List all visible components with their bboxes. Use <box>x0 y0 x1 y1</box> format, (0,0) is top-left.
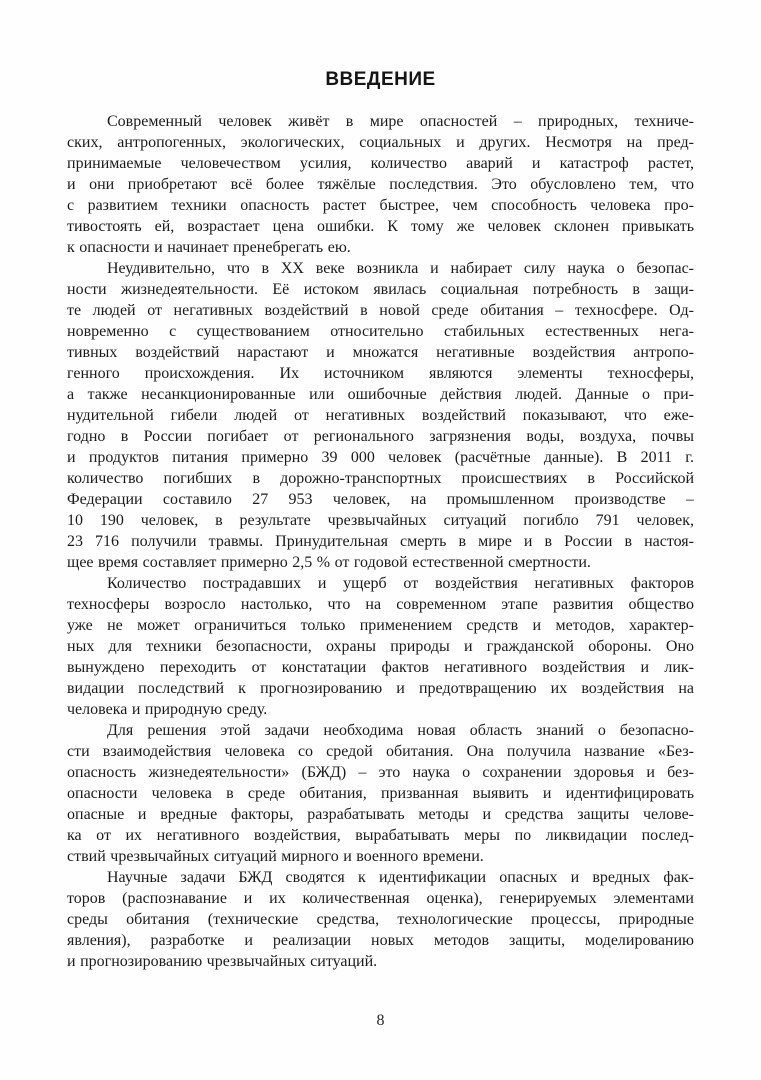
text-line: ских, антропогенных, экологических, социальных и других. Несмотря на пред- <box>67 134 694 151</box>
text-line: Федерации составило 27 953 человек, на промышленном производстве – <box>67 491 694 508</box>
text-line: Научные задачи БЖД сводятся к идентификации опасных и вредных фак- <box>107 869 694 886</box>
text-line: 10 190 человек, в результате чрезвычайных ситуаций погибло 791 человек, <box>67 512 694 529</box>
text-line: новременно с существованием относительно стабильных естественных нега- <box>67 323 694 340</box>
text-line: техносферы возросло настолько, что на современном этапе развития общество <box>67 596 694 613</box>
text-line: щее время составляет примерно 2,5 % от годовой естественной смертности. <box>67 554 591 571</box>
text-line: ности жизнедеятельности. Её истоком явилась социальная потребность в защи- <box>67 281 694 298</box>
text-line: уже не может ограничиться только применением средств и методов, характер- <box>67 617 694 634</box>
text-line: Неудивительно, что в XX веке возникла и набирает силу наука о безопас- <box>107 260 694 277</box>
text-line: человека и природную среду. <box>67 701 268 718</box>
page-number: 8 <box>376 1012 385 1029</box>
text-line: сти взаимодействия человека со средой обитания. Она получила название «Без- <box>67 743 694 760</box>
text-line: генного происхождения. Их источником являются элементы техносферы, <box>67 365 694 382</box>
text-line: ных для техники безопасности, охраны природы и гражданской обороны. Оно <box>67 638 694 655</box>
text-line: а также несанкционированные или ошибочные действия людей. Данные о при- <box>67 386 694 403</box>
page-title: ВВЕДЕНИЕ <box>325 69 436 90</box>
text-line: к опасности и начинает пренебрегать ею. <box>67 239 351 256</box>
text-line: опасные и вредные факторы, разрабатывать методы и средства защиты челове- <box>67 806 694 823</box>
paragraph <box>67 720 694 867</box>
text-line: нудительной гибели людей от негативных воздействий показывают, что еже- <box>67 407 694 424</box>
text-line: среды обитания (технические средства, технологические процессы, природные <box>67 911 694 928</box>
text-line: Для решения этой задачи необходима новая область знаний о безопасно- <box>107 722 694 739</box>
text-line: ствий чрезвычайных ситуаций мирного и военного времени. <box>67 848 484 865</box>
text-line: ка от их негативного воздействия, вырабатывать меры по ликвидации послед- <box>67 827 694 844</box>
paragraph <box>67 867 694 972</box>
text-line: те людей от негативных воздействий в новой среде обитания – техносфере. Од- <box>67 302 694 319</box>
text-line: 23 716 получили травмы. Принудительная смерть в мире и в России в настоя- <box>67 533 694 550</box>
text-line: торов (распознавание и их количественная оценка), генерируемых элементами <box>67 890 694 907</box>
text-line: явления), разработке и реализации новых методов защиты, моделированию <box>67 932 694 949</box>
text-line: вынуждено переходить от констатации фактов негативного воздействия и лик- <box>67 659 694 676</box>
text-line: и они приобретают всё более тяжёлые последствия. Это обусловлено тем, что <box>67 176 694 193</box>
text-line: тивостоять ей, возрастает цена ошибки. К тому же человек склонен привыкать <box>67 218 694 235</box>
text-line: и продуктов питания примерно 39 000 человек (расчётные данные). В 2011 г. <box>67 449 694 466</box>
text-line: годно в России погибает от регионального загрязнения воды, воздуха, почвы <box>67 428 694 445</box>
text-line: опасность жизнедеятельности» (БЖД) – это наука о сохранении здоровья и без- <box>67 764 694 781</box>
text-line: опасности человека в среде обитания, призванная выявить и идентифицировать <box>67 785 694 802</box>
text-line: с развитием техники опасность растет быстрее, чем способность человека про- <box>67 197 694 214</box>
paragraph <box>67 111 694 258</box>
document-body <box>67 111 694 972</box>
text-line: тивных воздействий нарастают и множатся негативные воздействия антропо- <box>67 344 694 361</box>
paragraph <box>67 573 694 720</box>
text-line: Количество пострадавших и ущерб от воздействия негативных факторов <box>107 575 694 592</box>
text-line: и прогнозированию чрезвычайных ситуаций. <box>67 953 378 970</box>
paragraph <box>67 258 694 573</box>
text-line: Современный человек живёт в мире опасностей – природных, техниче- <box>107 113 694 130</box>
text-line: принимаемые человечеством усилия, количество аварий и катастроф растет, <box>67 155 694 172</box>
text-line: количество погибших в дорожно-транспортных происшествиях в Российской <box>67 470 694 487</box>
text-line: видации последствий к прогнозированию и предотвращению их воздействия на <box>67 680 694 697</box>
